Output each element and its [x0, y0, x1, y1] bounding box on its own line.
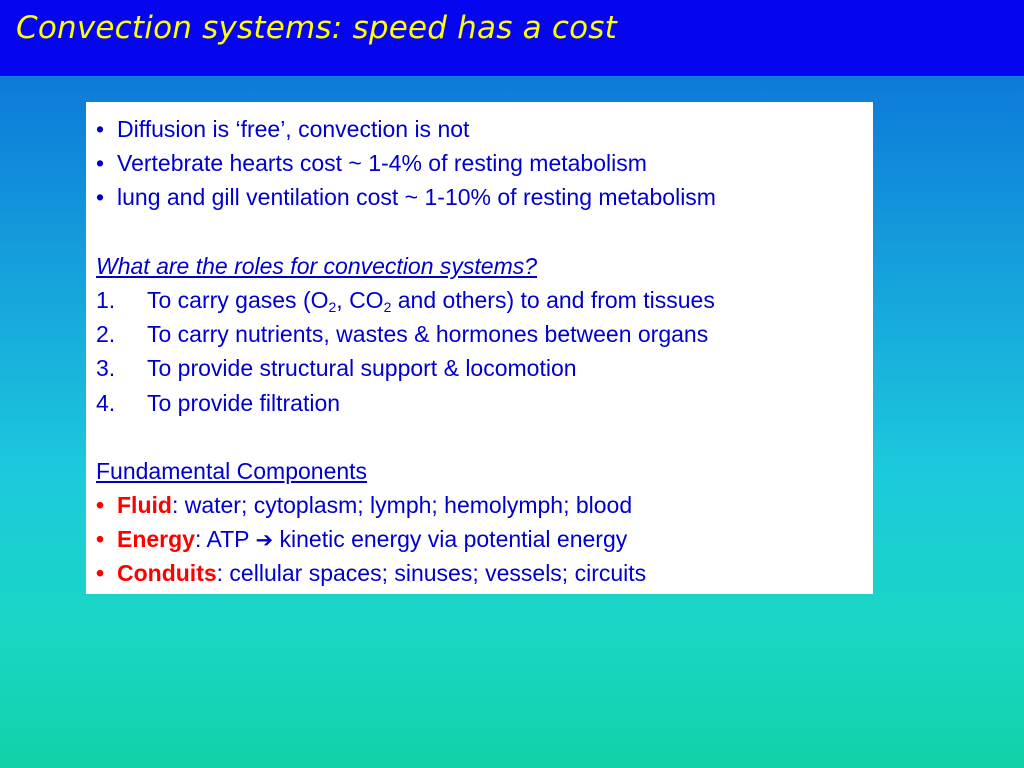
component-term: Energy [117, 526, 195, 553]
bullet-text: lung and gill ventilation cost ~ 1-10% of resting metabolism [117, 184, 716, 211]
bullet-icon: • [96, 150, 105, 177]
bullet-icon: • [96, 526, 105, 553]
item-number: 2. [96, 321, 116, 348]
item-text: , CO [336, 286, 384, 313]
component-text: : cellular spaces; sinuses; vessels; circuits [216, 560, 647, 587]
bullet-text: Vertebrate hearts cost ~ 1-4% of resting metabolism [117, 150, 647, 177]
components-item [96, 488, 873, 522]
component-text: : ATP [194, 526, 256, 553]
item-text: To provide filtration [147, 389, 341, 416]
component-text: kinetic energy via potential energy [273, 526, 628, 553]
bullet-line [96, 146, 873, 180]
component-text: : water; cytoplasm; lymph; hemolymph; blood [171, 492, 633, 519]
roles-item [96, 351, 873, 385]
item-text: To carry gases (O [147, 286, 329, 313]
item-text: and others) to and from tissues [391, 286, 715, 313]
subscript: 2 [383, 298, 392, 315]
spacer [96, 420, 873, 454]
item-text: To carry nutrients, wastes & hormones between organs [147, 321, 709, 348]
item-text: To provide structural support & locomotion [147, 355, 577, 382]
bullet-line [96, 180, 873, 214]
bullet-line [96, 112, 873, 146]
arrow-right-icon: ➔ [255, 528, 274, 553]
spacer [96, 215, 873, 249]
roles-item [96, 386, 873, 420]
component-term: Fluid [117, 492, 172, 519]
components-item [96, 556, 873, 590]
item-number: 3. [96, 355, 116, 382]
subscript: 2 [328, 298, 337, 315]
roles-item [96, 283, 873, 317]
bullet-icon: • [96, 116, 105, 142]
item-number: 4. [96, 389, 116, 416]
title-bar [0, 0, 1024, 76]
bullet-text: Diffusion is ‘free’, convection is not [117, 116, 470, 142]
slide-title: Convection systems: speed has a cost [16, 10, 617, 46]
content-box [86, 102, 873, 594]
roles-heading: What are the roles for convection systems? [96, 252, 538, 279]
component-term: Conduits [117, 560, 217, 587]
bullet-icon: • [96, 560, 105, 587]
bullet-icon: • [96, 184, 105, 211]
item-number: 1. [96, 286, 116, 313]
bullet-icon: • [96, 492, 105, 519]
roles-item [96, 317, 873, 351]
components-item [96, 522, 873, 556]
components-heading: Fundamental Components [96, 457, 368, 484]
